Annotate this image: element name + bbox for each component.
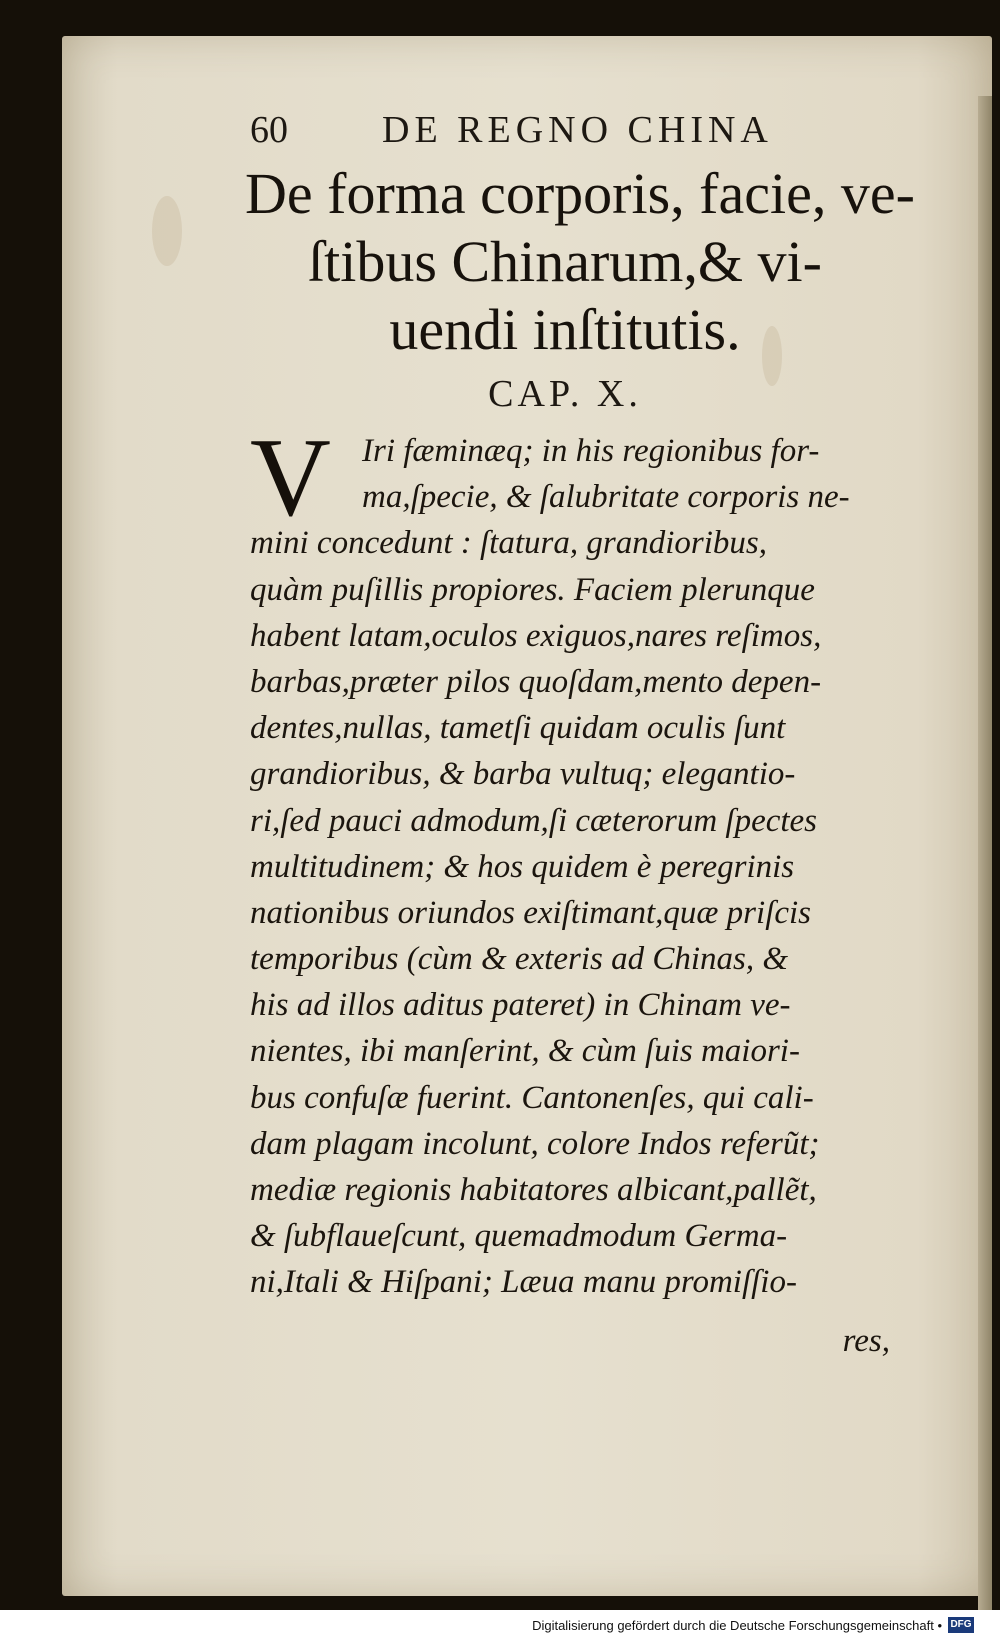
text-line: grandioribus, & barba vultuq; elegantio- [250, 756, 796, 793]
footer-bar [0, 1610, 1000, 1642]
text-line: habent latam,oculos exiguos,nares reſimos, [250, 617, 822, 654]
drop-cap: V [250, 416, 331, 540]
funding-credit: Digitalisierung gefördert durch die Deutsche Forschungsgemeinschaft • [532, 1618, 942, 1633]
text-line: ni,Itali & Hiſpani; Læua manu promiſſio- [250, 1264, 797, 1301]
title-line: ſtibus Chinarum,& vi- [308, 229, 822, 294]
text-line: nientes, ibi manſerint, & cùm ſuis maiori- [250, 1033, 800, 1070]
dfg-logo: DFG [948, 1617, 974, 1633]
body-text [250, 416, 890, 1306]
page-header [250, 108, 850, 156]
text-line: quàm puſillis propiores. Faciem plerunque [250, 571, 815, 608]
text-line: nationibus oriundos exiſtimant,quæ priſcis [250, 894, 812, 931]
chapter-number: CAP. X. [488, 373, 642, 415]
catchword: res, [842, 1323, 890, 1359]
text-line: his ad illos aditus pateret) in Chinam ve- [250, 987, 791, 1024]
text-line: & ſubflaueſcunt, quemadmodum Germa- [250, 1218, 788, 1255]
page-edge [978, 96, 992, 1616]
text-line: mini concedunt : ſtatura, grandioribus, [250, 525, 767, 562]
text-line: dam plagam incolunt, colore Indos referũt; [250, 1125, 820, 1162]
text-line: barbas,præter pilos quoſdam,mento depen- [250, 663, 822, 700]
paper-stain [152, 196, 182, 266]
running-head: DE REGNO CHINA [382, 109, 773, 151]
title-line: De forma corporis, facie, ve- [245, 161, 915, 226]
text-line: ma,ſpecie, & ſalubritate corporis ne- [362, 479, 850, 516]
text-line: ri,ſed pauci admodum,ſi cæterorum ſpectes [250, 802, 818, 839]
text-line: multitudinem; & hos quidem è peregrinis [250, 848, 795, 885]
text-line: mediæ regionis habitatores albicant,pallẽt, [250, 1172, 817, 1208]
page-number: 60 [250, 109, 288, 151]
text-line: dentes,nullas, tametſi quidam oculis ſunt [250, 710, 786, 747]
text-line: Iri fæminæq; in his regionibus for- [362, 433, 820, 469]
text-line: bus confuſæ fuerint. Cantonenſes, qui cali- [250, 1079, 814, 1116]
chapter-title [245, 160, 915, 364]
text-line: temporibus (cùm & exteris ad Chinas, & [250, 941, 789, 978]
title-line: uendi inſtitutis. [389, 297, 741, 362]
